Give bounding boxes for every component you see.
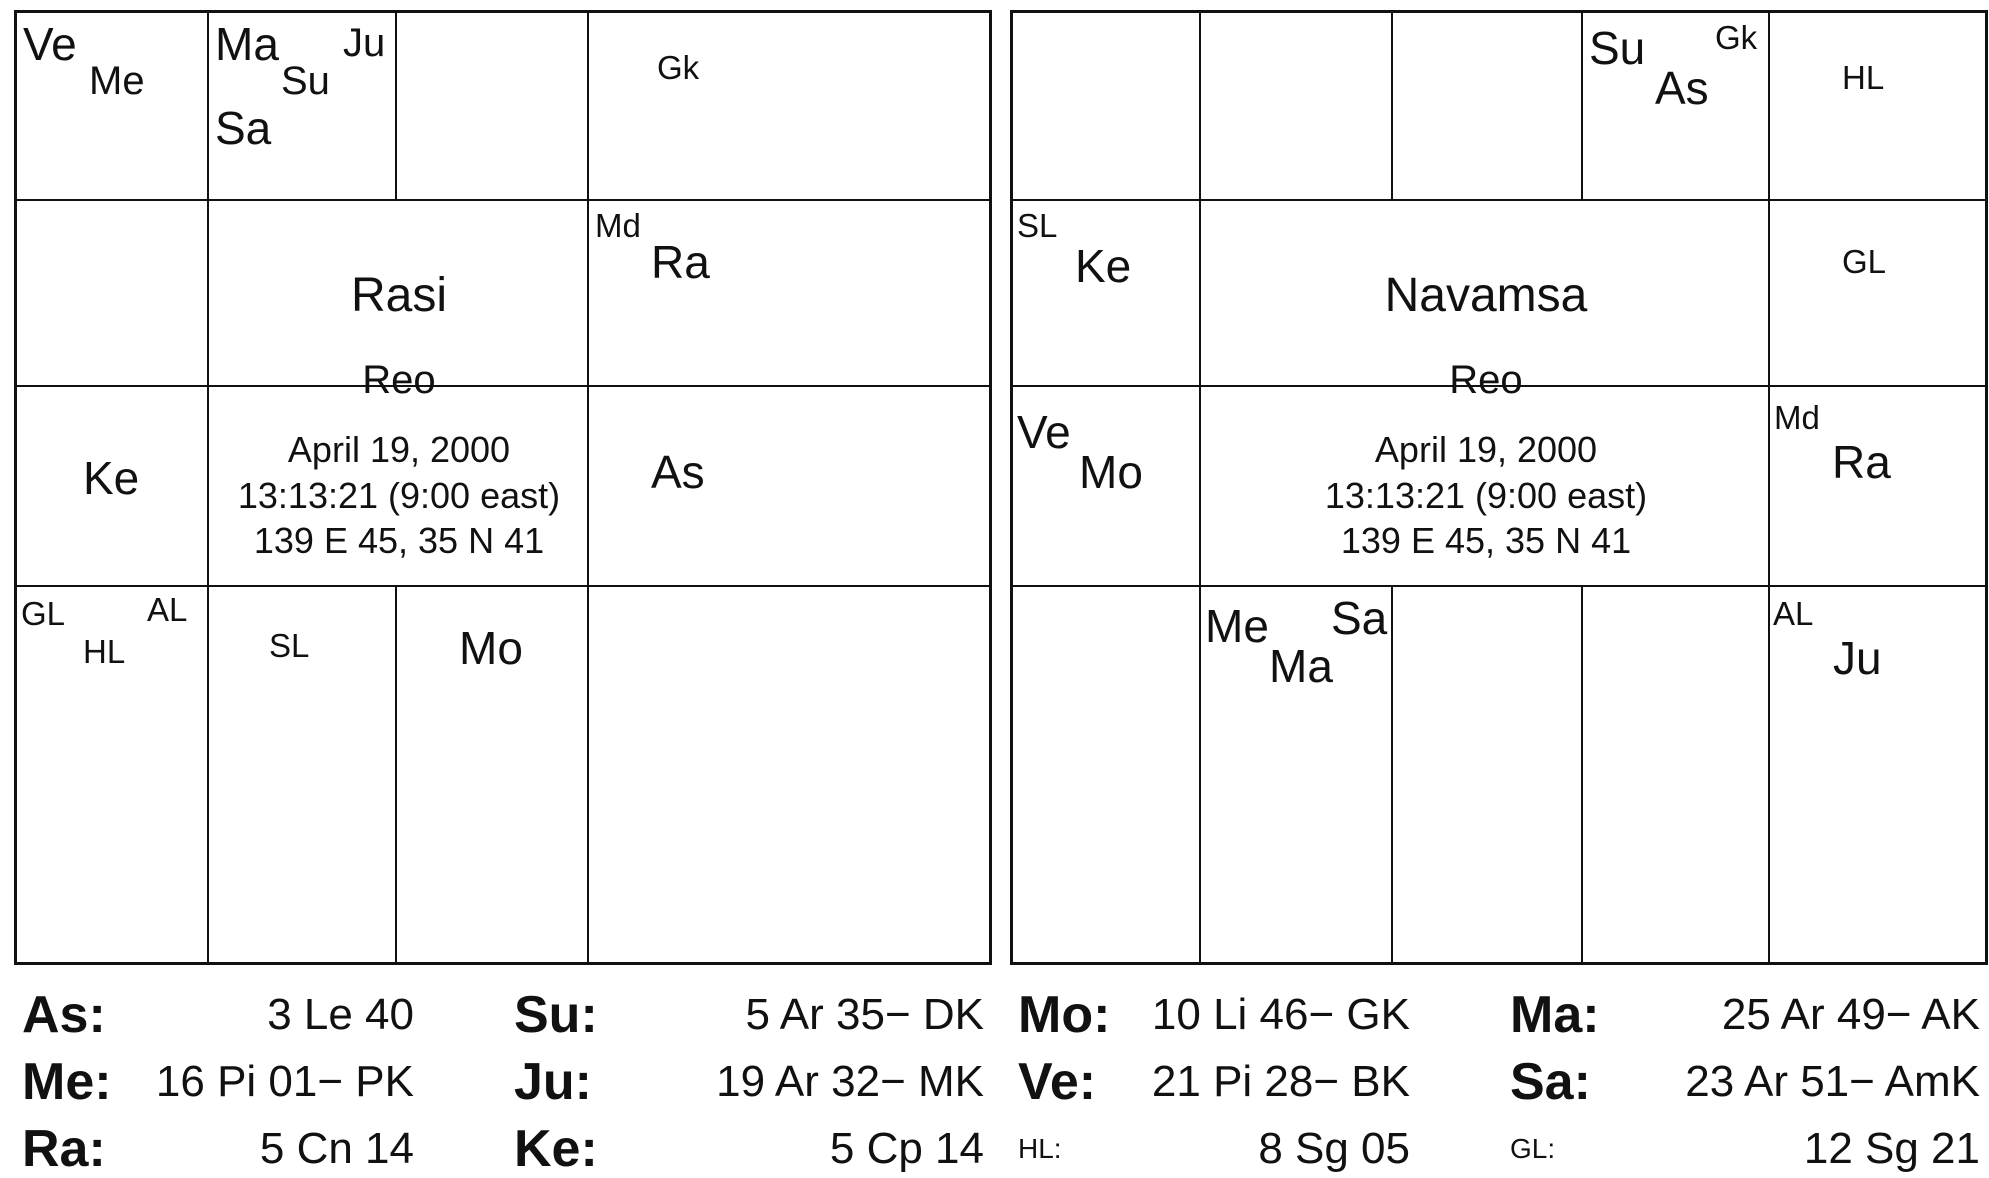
planet-glyph: Ke [1075,240,1132,292]
row-label: Ke: [514,1120,598,1178]
chart-location: 139 E 45, 35 N 41 [253,519,545,561]
planet-glyph: Sa [1331,592,1388,644]
planet-glyph: GL [1842,243,1887,280]
planet-glyph: Ma [1269,640,1333,692]
row-label: Ju: [514,1053,592,1111]
planet-glyph: AL [1773,595,1814,632]
navamsa-house-cell[interactable] [1201,13,1391,199]
planet-glyph: Ju [1833,632,1882,684]
rasi-house-cell[interactable] [209,587,395,962]
planet-glyph: GL [21,595,66,632]
position-table-right [1010,975,1988,1176]
row-value: 21 Pi 28− BK [1151,1057,1410,1106]
table-row [14,1042,992,1109]
table-row [1010,975,1988,1042]
rasi-house-cell[interactable] [17,587,207,962]
navamsa-house-cell[interactable] [1393,13,1768,199]
chart-time: 13:13:21 (9:00 east) [237,474,561,516]
row-value: 23 Ar 51− AmK [1685,1057,1980,1106]
navamsa-house-cell[interactable] [1201,587,1391,962]
row-value: 8 Sg 05 [1258,1124,1410,1173]
table-row [14,975,992,1042]
navamsa-house-cell[interactable] [1013,587,1199,962]
rasi-house-cell[interactable] [209,13,395,199]
navamsa-house-cell[interactable] [1770,387,1988,585]
planet-glyph: HL [83,633,126,670]
navamsa-house-cell[interactable] [1770,201,1988,385]
planet-glyph: SL [1017,207,1058,244]
planet-glyph: Su [1589,22,1646,74]
row-value: 5 Cn 14 [259,1124,414,1173]
row-value: 10 Li 46− GK [1151,990,1410,1039]
planet-glyph: Ve [1017,406,1071,458]
table-row [14,1109,992,1176]
planet-glyph: Me [1205,600,1269,652]
planet-glyph: Ve [23,18,77,70]
row-label: Ma: [1510,986,1600,1044]
rasi-house-cell[interactable] [17,387,207,585]
row-value: 5 Cp 14 [829,1124,984,1173]
planet-glyph: Ke [83,452,140,504]
planet-glyph: As [1655,62,1709,114]
planet-glyph: Md [1774,399,1820,436]
row-label: Su: [514,986,598,1044]
planet-glyph: HL [1842,59,1885,96]
chart-subtitle: Reo [1449,358,1523,403]
row-value: 5 Ar 35− DK [745,990,984,1039]
planet-glyph: Mo [459,622,523,674]
chart-title: Rasi [350,269,448,322]
rasi-house-cell[interactable] [17,13,207,199]
table-row [1010,1042,1988,1109]
chart-date: April 19, 2000 [1374,429,1598,471]
navamsa-house-cell[interactable] [1393,587,1581,962]
rasi-house-cell[interactable] [17,201,207,385]
row-label: Mo: [1018,986,1111,1044]
row-label: Sa: [1510,1053,1591,1111]
rasi-house-cell[interactable] [397,13,587,199]
chart-location: 139 E 45, 35 N 41 [1340,519,1632,561]
row-value: 3 Le 40 [267,990,414,1039]
rasi-house-cell[interactable] [589,387,993,585]
row-label: GL: [1510,1133,1556,1164]
planet-glyph: AL [147,591,188,628]
planet-glyph: Ra [651,236,710,288]
planet-glyph: Sa [215,102,272,154]
planet-glyph: As [651,446,705,498]
navamsa-house-cell[interactable] [1013,201,1199,385]
chart-date: April 19, 2000 [287,429,511,471]
table-row [1010,1109,1988,1176]
planet-glyph: Ra [1832,436,1891,488]
rasi-center-info [209,268,589,565]
navamsa-chart [1010,10,1988,965]
row-label: As: [22,986,106,1044]
navamsa-center-info [1203,268,1769,565]
row-label: Ve: [1018,1053,1097,1111]
navamsa-house-cell[interactable] [1013,387,1199,585]
planet-glyph: Su [281,59,330,103]
planet-glyph: SL [269,627,310,664]
row-label: HL: [1018,1133,1062,1164]
planet-glyph: Gk [657,49,700,86]
row-value: 25 Ar 49− AK [1721,990,1980,1039]
rasi-house-cell[interactable] [397,587,587,962]
planet-glyph: Mo [1079,446,1143,498]
navamsa-house-cell[interactable] [1770,13,1988,199]
planet-glyph: Gk [1715,19,1758,56]
chart-title: Navamsa [1384,269,1588,322]
row-label: Me: [22,1053,112,1111]
chart-time: 13:13:21 (9:00 east) [1324,474,1648,516]
planet-glyph: Me [89,59,145,103]
row-value: 19 Ar 32− MK [716,1057,984,1106]
planet-glyph: Ma [215,18,279,70]
row-value: 16 Pi 01− PK [155,1057,414,1106]
row-value: 12 Sg 21 [1803,1124,1980,1173]
rasi-chart [14,10,992,965]
rasi-house-cell[interactable] [589,587,993,962]
chart-subtitle: Reo [362,358,436,403]
planet-position-tables [0,975,1989,1176]
row-label: Ra: [22,1120,106,1178]
planet-glyph: Md [595,207,641,244]
navamsa-house-cell[interactable] [1583,587,1988,962]
navamsa-house-cell[interactable] [1013,13,1199,199]
rasi-house-cell[interactable] [589,13,993,199]
planet-glyph: Ju [343,21,386,65]
rasi-house-cell[interactable] [589,201,993,385]
position-table-left [14,975,992,1176]
